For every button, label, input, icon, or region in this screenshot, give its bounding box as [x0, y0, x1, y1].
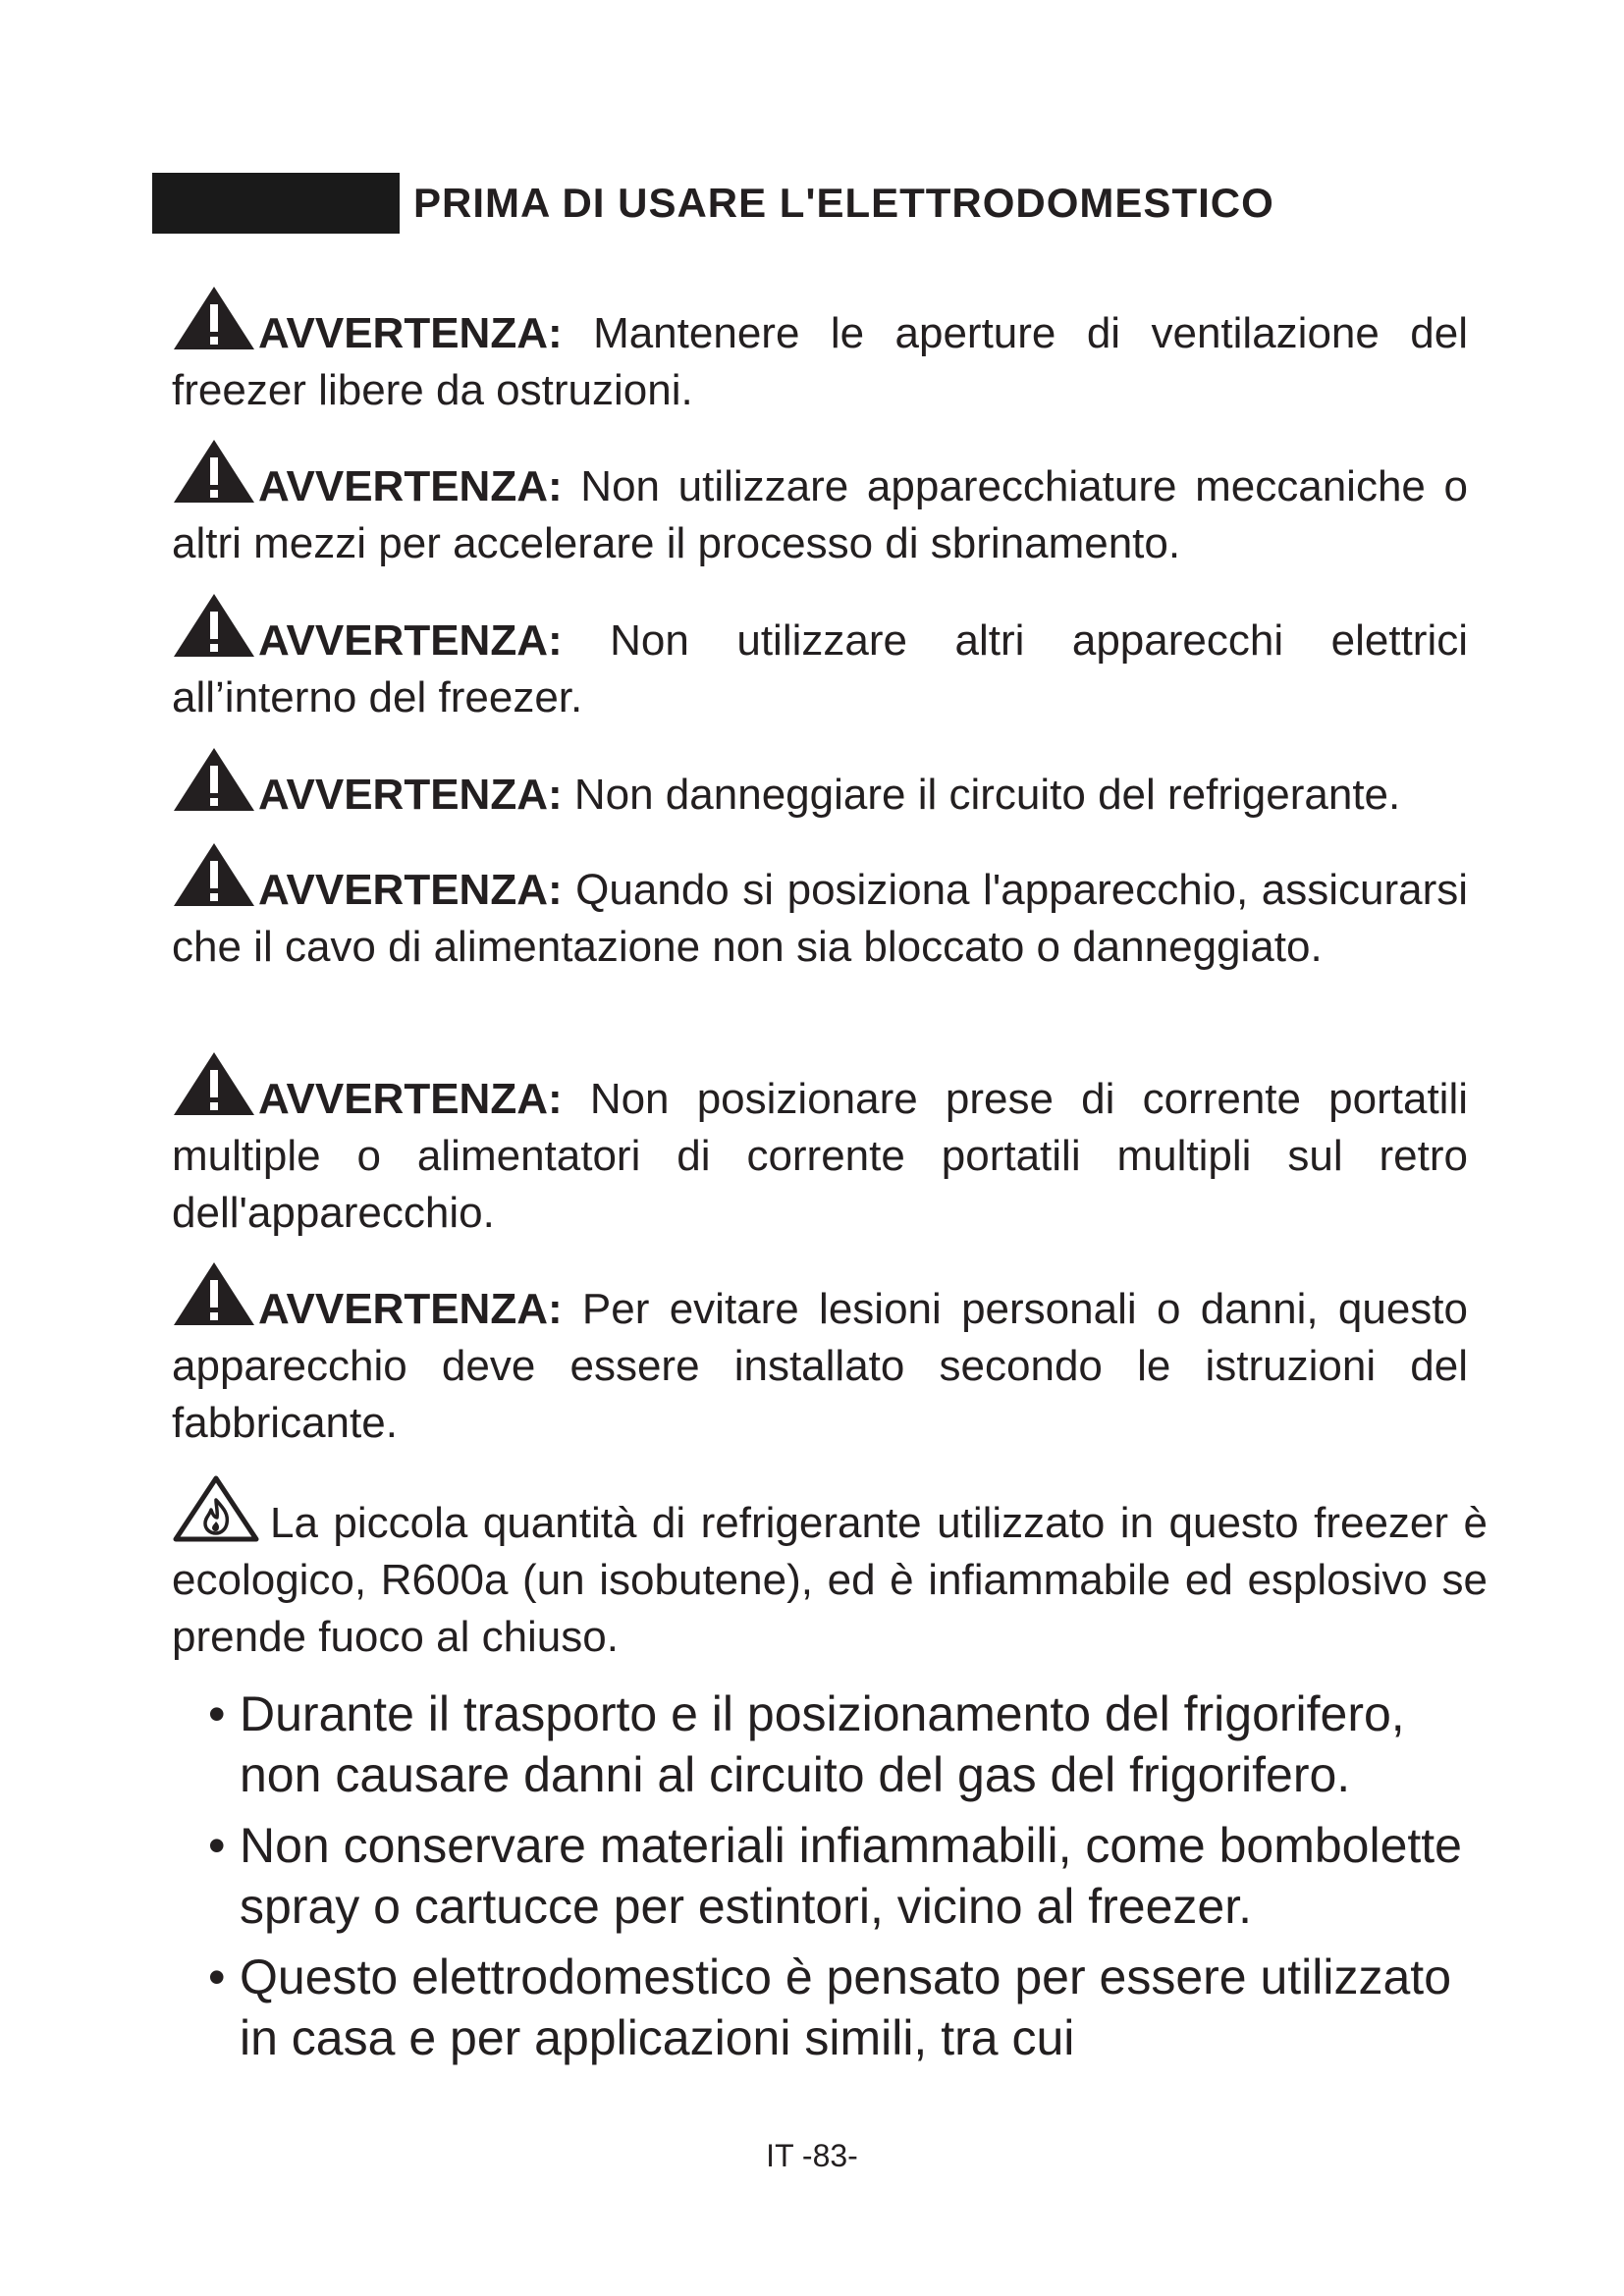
flammable-note-text: La piccola quantità di refrigerante utilizzato in questo freezer è ecologico, R600a (un isobutene), ed è infiammabile ed esplosivo se prende fuoco al chiuso.	[172, 1499, 1488, 1661]
section-title: PRIMA DI USARE L'ELETTRODOMESTICO	[413, 179, 1274, 226]
bullet-symbol: •	[208, 1949, 226, 2004]
warning-label: AVVERTENZA:	[258, 1285, 563, 1333]
list-item	[206, 1815, 1492, 1937]
warning-text: Mantenere le aperture di ventilazione del freezer libere da ostruzioni.	[172, 309, 1468, 414]
section-header	[152, 172, 1274, 234]
warning-triangle-icon	[172, 1050, 256, 1117]
warning-label: AVVERTENZA:	[258, 771, 563, 819]
bullet-symbol: •	[208, 1686, 226, 1741]
warning-triangle-icon	[172, 1260, 256, 1327]
warning-text: Non posizionare prese di corrente portatili multiple o alimentatori di corrente portatili multipli sul retro dell'apparecchio.	[172, 1075, 1468, 1237]
warning-text: Non utilizzare apparecchiature meccaniche o altri mezzi per accelerare il processo di sbrinamento.	[172, 462, 1468, 567]
warning-installation	[172, 1260, 1468, 1452]
safety-bullet-list	[206, 1683, 1492, 2078]
warning-label: AVVERTENZA:	[258, 616, 563, 665]
page-number: IT -83-	[766, 2138, 858, 2173]
warning-text: Non utilizzare altri apparecchi elettrici all’interno del freezer.	[172, 616, 1468, 721]
bullet-text: Non conservare materiali infiammabili, come bombolette spray o cartucce per estintori, vicino al freezer.	[240, 1818, 1462, 1934]
warning-text: Quando si posiziona l'apparecchio, assicurarsi che il cavo di alimentazione non sia bloccato o danneggiato.	[172, 866, 1468, 971]
warning-triangle-icon	[172, 438, 256, 505]
warning-text: Non danneggiare il circuito del refrigerante.	[562, 771, 1401, 819]
list-item	[206, 1683, 1492, 1805]
warning-electrical	[172, 592, 1468, 726]
bullet-text: Questo elettrodomestico è pensato per essere utilizzato in casa e per applicazioni simili, tra cui	[240, 1949, 1452, 2065]
warning-refrigerant-circuit	[172, 746, 1468, 824]
list-item	[206, 1947, 1492, 2068]
warning-ventilation	[172, 285, 1468, 419]
warning-power-strips	[172, 1050, 1468, 1242]
warning-power-cable	[172, 841, 1468, 976]
warning-text: Per evitare lesioni personali o danni, questo apparecchio deve essere installato secondo le istruzioni del fabbricante.	[172, 1285, 1468, 1447]
warning-triangle-icon	[172, 841, 256, 908]
warning-triangle-icon	[172, 285, 256, 351]
warning-label: AVVERTENZA:	[258, 1075, 563, 1123]
bullet-symbol: •	[208, 1818, 226, 1873]
warning-defrost	[172, 438, 1468, 572]
warning-triangle-icon	[172, 746, 256, 813]
flammable-warning-icon	[172, 1474, 260, 1543]
bullet-text: Durante il trasporto e il posizionamento del frigorifero, non causare danni al circuito del gas del frigorifero.	[240, 1686, 1405, 1802]
warning-label: AVVERTENZA:	[258, 866, 563, 914]
warning-label: AVVERTENZA:	[258, 462, 563, 510]
warning-triangle-icon	[172, 592, 256, 659]
warning-label: AVVERTENZA:	[258, 309, 563, 357]
header-bar	[152, 173, 400, 234]
flammable-refrigerant-note	[172, 1474, 1488, 1666]
